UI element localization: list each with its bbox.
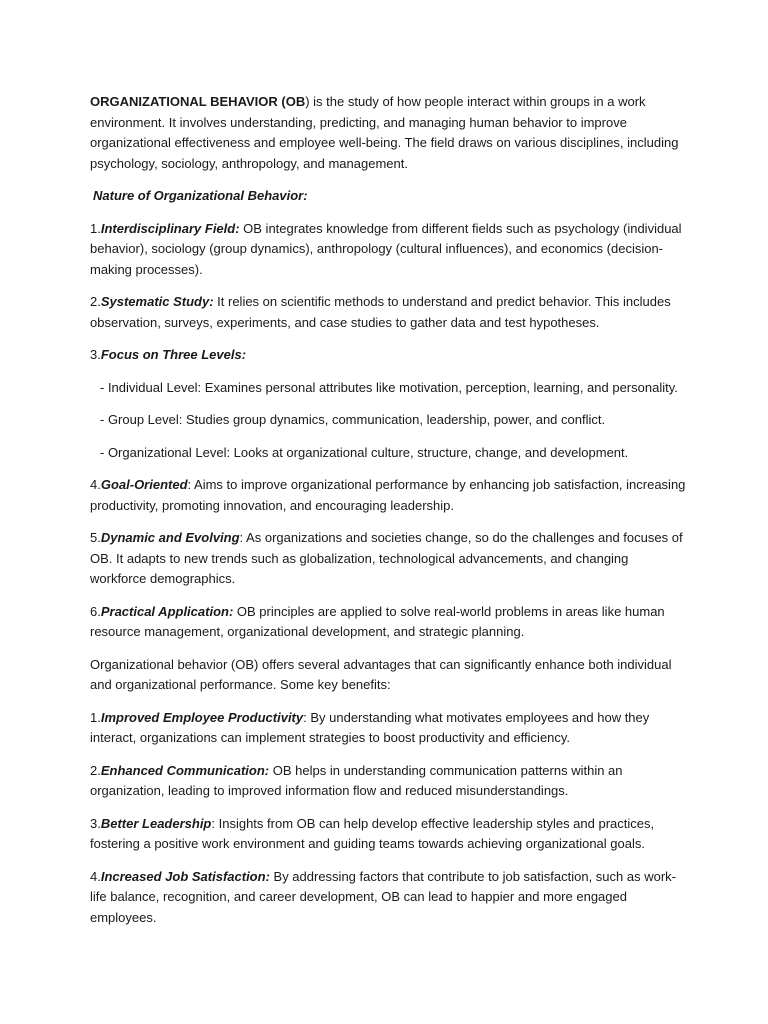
document-body xyxy=(90,92,686,940)
item-title: Practical Application: xyxy=(100,603,234,619)
item-number: 3. xyxy=(90,815,101,831)
nature-item xyxy=(90,528,686,590)
intro-text: ) is the study of how people interact within groups in a work environment. It involves understanding, predicting, and managing human behavior to improve organizational effectiveness and employee well-being. The field draws on various disciplines, including psychology, sociology, anthropology, and management. xyxy=(90,94,679,171)
item-title: Dynamic and Evolving xyxy=(100,530,240,545)
advantages-intro: Organizational behavior (OB) offers several advantages that can significantly enhance both individual and organizational performance. Some key benefits: xyxy=(90,656,672,692)
item-title: Improved Employee Productivity xyxy=(100,709,304,725)
item-text: By addressing factors that contribute to job satisfaction, such as work-life balance, recognition, and career development, OB can lead to happier and more engaged employees. xyxy=(90,868,676,925)
item-text: : Insights from OB can help develop effective leadership styles and practices, fostering a positive work environment and guiding teams towards achieving organizational goals. xyxy=(90,815,655,851)
item-text: OB integrates knowledge from different fields such as psychology (individual behavior), sociology (group dynamics), anthropology (cultural influences), and economics (decision-making processes). xyxy=(90,220,682,277)
advantage-item xyxy=(90,867,686,929)
intro-title: ORGANIZATIONAL BEHAVIOR (OB xyxy=(90,94,306,109)
item-number: 1. xyxy=(90,709,101,725)
item-text: It relies on scientific methods to understand and predict behavior. This includes observation, surveys, experiments, and case studies to gather data and test hypotheses. xyxy=(90,294,671,330)
item-number: 2. xyxy=(90,294,101,309)
item-title: Focus on Three Levels: xyxy=(100,347,247,362)
item-title: Interdisciplinary Field: xyxy=(100,220,240,236)
item-number: 4. xyxy=(90,477,101,492)
nature-item xyxy=(90,292,686,333)
level-item: - Organizational Level: Looks at organizational culture, structure, change, and development. xyxy=(100,444,629,460)
item-title: Goal-Oriented xyxy=(100,477,188,492)
item-number: 5. xyxy=(90,530,101,545)
nature-item xyxy=(90,219,686,281)
item-text: : By understanding what motivates employees and how they interact, organizations can implement strategies to boost productivity and efficiency. xyxy=(90,709,650,745)
item-text: OB principles are applied to solve real-world problems in areas like human resource management, organizational development, and strategic planning. xyxy=(90,603,665,639)
item-number: 3. xyxy=(90,347,101,362)
nature-item xyxy=(90,602,686,643)
item-title: Enhanced Communication: xyxy=(100,762,270,778)
item-number: 4. xyxy=(90,868,101,884)
item-title: Better Leadership xyxy=(100,815,212,831)
item-number: 6. xyxy=(90,603,101,619)
item-number: 2. xyxy=(90,762,101,778)
item-number: 1. xyxy=(90,220,101,236)
item-text: : Aims to improve organizational performance by enhancing job satisfaction, increasing productivity, promoting innovation, and encouraging leadership. xyxy=(90,477,686,513)
level-item: - Group Level: Studies group dynamics, communication, leadership, power, and conflict. xyxy=(100,412,606,427)
nature-heading-text: Nature of Organizational Behavior: xyxy=(93,188,308,203)
item-text: : As organizations and societies change, so do the challenges and focuses of OB. It adapts to new trends such as globalization, technological advancements, and changing workforce demographics. xyxy=(90,530,683,586)
nature-item xyxy=(90,345,686,366)
advantage-item xyxy=(90,708,686,749)
intro-paragraph xyxy=(90,92,686,174)
advantage-item xyxy=(90,814,686,855)
item-text: OB helps in understanding communication patterns within an organization, leading to improved information flow and reduced misunderstandings. xyxy=(90,762,623,798)
advantage-item xyxy=(90,761,686,802)
nature-item xyxy=(90,475,686,516)
nature-heading xyxy=(90,186,686,207)
item-title: Systematic Study: xyxy=(100,294,214,309)
item-title: Increased Job Satisfaction: xyxy=(100,868,270,884)
level-item: - Individual Level: Examines personal attributes like motivation, perception, learning, and personality. xyxy=(100,379,678,395)
